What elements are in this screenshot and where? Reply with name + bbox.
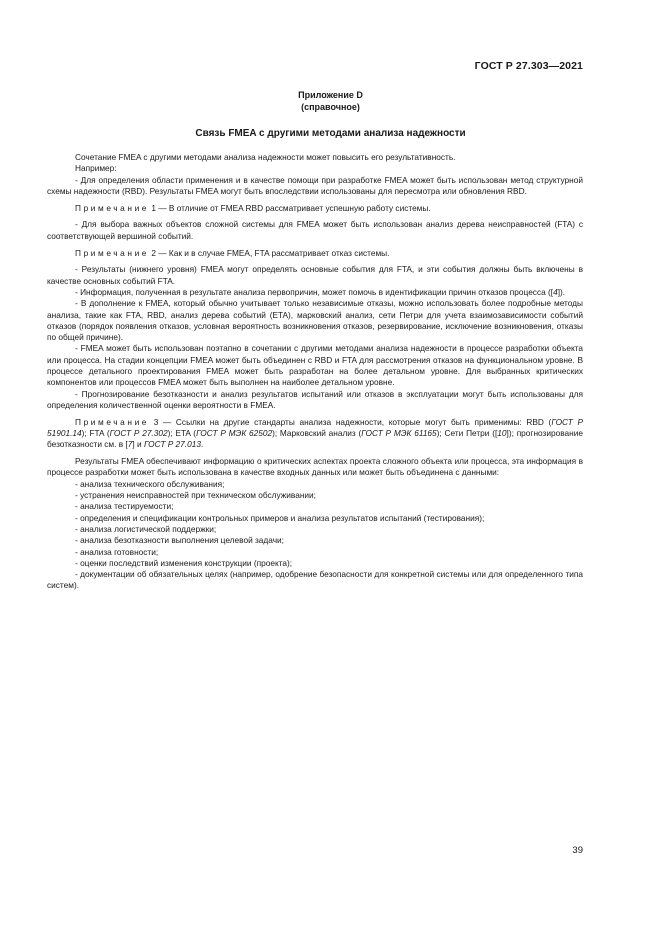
reference: ГОСТ Р МЭК 62502 [196,428,273,439]
paragraph: Сочетание FMEA с другими методами анализа надежности может повысить его результативность. [75,152,456,162]
reference: ГОСТ Р МЭК 61165 [361,428,437,439]
paragraph: - Прогнозирование безотказности и анализ результатов испытаний или отказов в эксплуатации могут быть использованы для определения количественной оценки вероятности в FMEA. [47,388,583,410]
note-text: 1 — В отличие от FMEA RBD рассматривает успешную работу системы. [151,202,431,213]
list-item: - документации об обязательных целях (например, одобрение безопасности для конкретной системы или для определенного типа систем). [47,569,583,591]
paragraph: Например: [75,163,117,174]
appendix-subtitle: (справочное) [301,101,360,112]
note-2 [47,248,583,259]
reference: 7 [127,439,133,450]
note-1 [47,203,583,214]
appendix-title: Приложение D [298,90,363,100]
paragraph: - Информация, полученная в результате анализа первопричин, может помочь в идентификации причин отказов процесса ([4]). [75,286,566,297]
list-item: - устранения неисправностей при техническом обслуживании; [75,490,316,501]
note-label: Примечание [75,416,150,427]
standard-header: ГОСТ Р 27.303—2021 [474,60,583,72]
paragraph: - Для выбора важных объектов сложной системы для FMEA может быть использован анализ дерева неисправностей (FTA) с соответствующей вершиной событий. [47,219,583,241]
list-item: - анализа логистической поддержки; [75,523,217,534]
paragraph: Результаты FMEA обеспечивают информацию о критических аспектах проекта сложного объекта или процесса, эта информация в процессе разработки может быть использована в качестве входных данных или может быть объединена с данными: [47,456,583,478]
list-item: - анализа технического обслуживания; [75,478,225,489]
document-body [47,152,583,592]
reference: 4 [553,286,558,297]
paragraph: - FMEA может быть использован поэтапно в сочетании с другими методами анализа надежности в процессе разработки объекта или процесса. На стадии концепции FMEA может быть объединен с RBD и FTA для рассмотрения отказов на функциональном уровне. В процессе детального проектирования FMEA может быть разработан на более детальном уровне. Для выбранных критических компонентов или процессов FMEA может быть выполнен на наиболее детальном уровне. [47,343,583,388]
page-number: 39 [572,845,583,856]
paragraph: - В дополнение к FMEA, который обычно учитывает только независимые отказы, можно использовать более подробные методы анализа, такие как FTA, RBD, анализ дерева событий (ETA), марковский анализ, сети Петри для учета взаимозависимости событий отказов (порядок появления отказов, условная вероятность возникновения отказов, резервирование, исключение возникновения, отказы по общей причине). [47,298,583,343]
list-item: - анализа готовности; [75,546,159,557]
note-3: Примечание 3 — Ссылки на другие стандарты анализа надежности, которые могут быть применимы: RBD (ГОСТ Р 51901.14); FTA (ГОСТ Р 27.302); ETA (ГОСТ Р МЭК 62502); Марковский анализ (ГОСТ Р МЭК 61165); Сети Петри ([10]); прогнозирование безотказности см. в [7] и ГОСТ Р 27.013. [47,416,583,450]
paragraph: - Результаты (нижнего уровня) FMEA могут определять основные события для FTA, и эти события должны быть включены в качестве основных событий FTA. [47,264,583,286]
note-label: Примечание [75,247,150,258]
list-item: - анализа безотказности выполнения целевой задачи; [75,535,284,546]
appendix-heading [0,90,661,113]
list-item: - определения и спецификации контрольных примеров и анализа результатов испытаний (тестирования); [75,512,485,523]
paragraph: - Для определения области применения и в качестве помощи при разработке FMEA может быть использован метод структурной схемы надежности (RBD). Результаты FMEA могут быть впоследствии использованы для пересмотра или обновления RBD. [47,174,583,196]
section-title: Связь FMEA с другими методами анализа надежности [195,128,466,139]
note-label: Примечание [75,202,150,213]
note-text: 2 — Как и в случае FMEA, FTA рассматривает отказ системы. [151,247,390,258]
list-item: - анализа тестируемости; [75,501,174,512]
list-item: - оценки последствий изменения конструкции (проекта); [75,557,293,568]
reference: ГОСТ Р 51901.14 [47,416,583,439]
reference: ГОСТ Р 27.302 [109,428,168,439]
reference: ГОСТ Р 27.013 [143,439,201,450]
reference: 10 [497,428,507,439]
